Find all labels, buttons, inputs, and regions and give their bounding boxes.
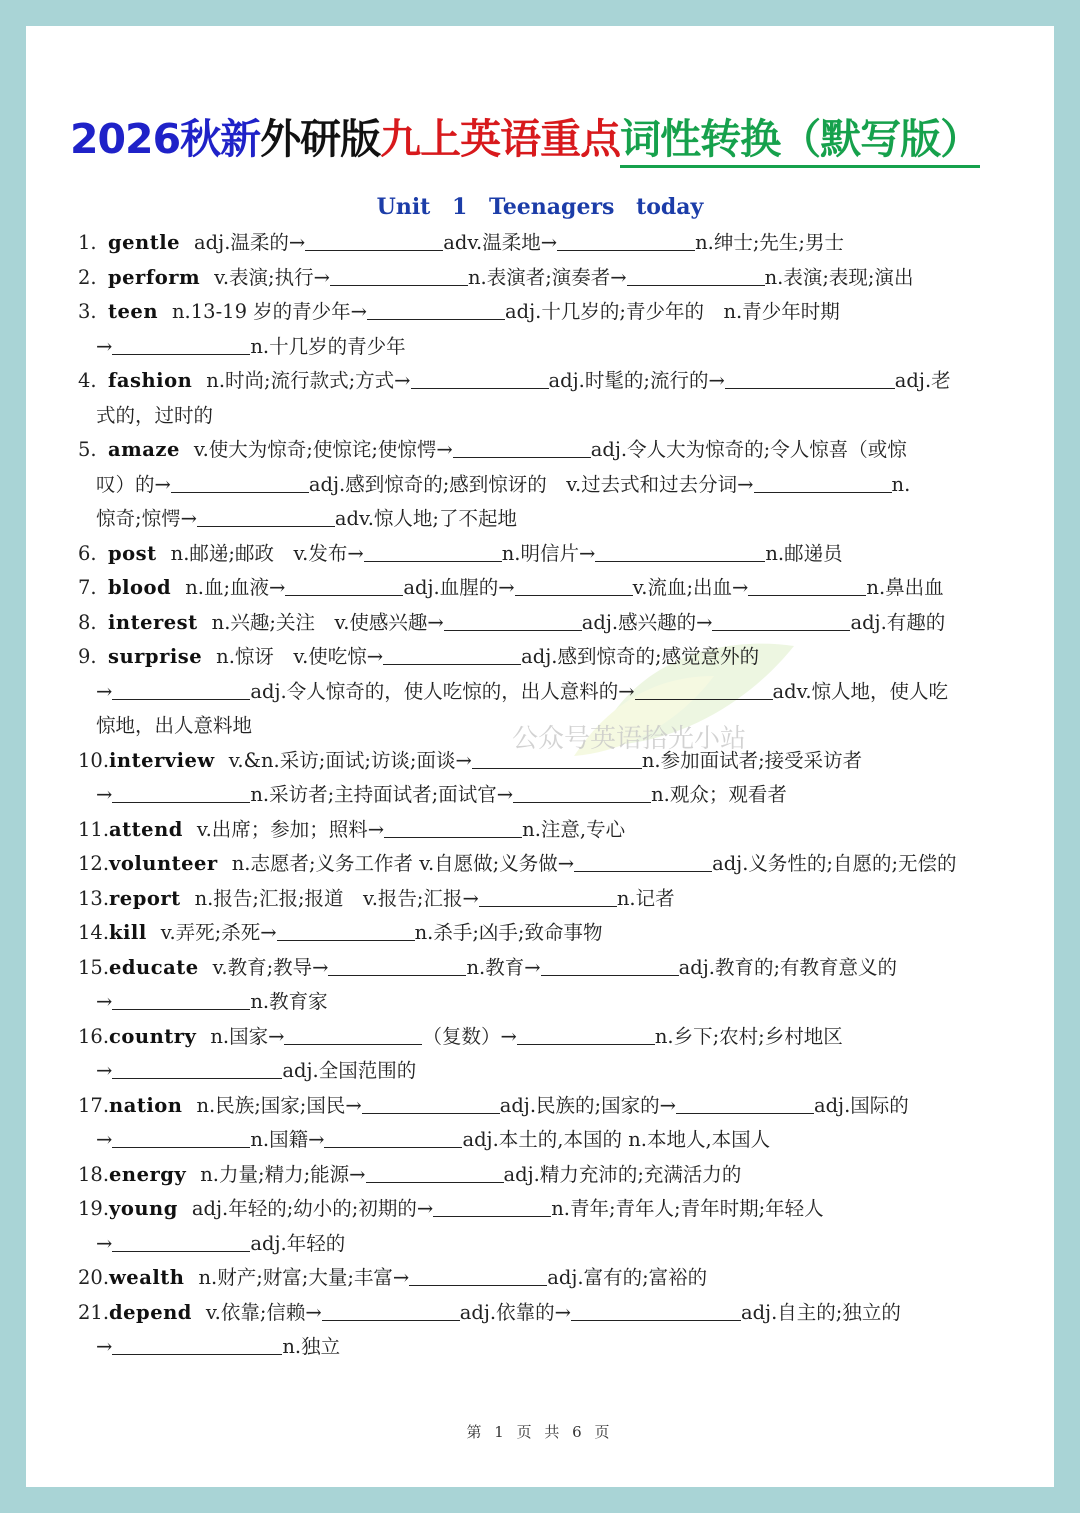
item-number: 8.	[78, 610, 97, 634]
item-text: →	[96, 783, 113, 806]
item-text: adj.感兴趣的→	[581, 610, 713, 634]
exercise-item	[78, 916, 1038, 951]
item-number: 1.	[78, 231, 97, 254]
answer-blank[interactable]	[197, 506, 335, 527]
item-text: n.邮递;邮政 v.发布→	[170, 541, 364, 565]
item-text: →	[96, 1128, 113, 1151]
answer-blank[interactable]	[541, 955, 679, 976]
item-text: v.使大为惊奇;使惊诧;使惊愕→	[193, 438, 453, 461]
item-text: adj.本土的,本国的 n.本地人,本国人	[462, 1128, 771, 1151]
exercise-item	[78, 606, 1038, 641]
item-text: n.记者	[616, 886, 675, 910]
exercise-item	[78, 1158, 1038, 1193]
answer-blank[interactable]	[513, 782, 651, 803]
answer-blank[interactable]	[409, 1265, 547, 1286]
item-text: n.报告;汇报;报道 v.报告;汇报→	[194, 886, 479, 910]
item-text: →	[96, 334, 113, 358]
item-text: →	[96, 990, 113, 1013]
item-word: post	[108, 541, 157, 565]
answer-blank[interactable]	[112, 1231, 250, 1252]
answer-blank[interactable]	[754, 472, 892, 493]
item-text: adj.血腥的→	[403, 576, 515, 599]
item-text: n.表演;表现;演出	[764, 265, 914, 289]
item-text: n.国籍→	[250, 1128, 325, 1151]
exercise-item-continuation	[78, 778, 1038, 813]
item-text: adj.温柔的→	[194, 231, 306, 254]
answer-blank[interactable]	[112, 1127, 250, 1148]
item-word: educate	[109, 955, 199, 979]
item-word: surprise	[108, 645, 203, 668]
item-text: n.力量;精力;能源→	[200, 1162, 366, 1186]
answer-blank[interactable]	[305, 230, 443, 251]
answer-blank[interactable]	[444, 610, 582, 631]
item-number: 15.	[78, 955, 110, 979]
item-text: 惊地，出人意料地	[96, 714, 253, 737]
item-number: 14.	[78, 921, 110, 944]
exercise-item	[78, 1192, 1038, 1227]
exercise-item-continuation	[78, 985, 1038, 1020]
item-text: n.时尚;流行款式;方式→	[206, 369, 411, 392]
answer-blank[interactable]	[557, 230, 695, 251]
exercise-item	[78, 1296, 1038, 1331]
item-number: 7.	[78, 576, 97, 599]
item-number: 2.	[78, 265, 97, 289]
item-text: adj.十几岁的;青少年的 n.青少年时期	[505, 300, 840, 323]
item-word: volunteer	[109, 852, 218, 875]
item-word: kill	[109, 921, 147, 944]
item-text: adj.令人大为惊奇的;令人惊喜（或惊	[590, 438, 907, 461]
item-word: fashion	[108, 369, 193, 392]
item-text: n.国家→	[210, 1024, 285, 1048]
item-text: adj.令人惊奇的，使人吃惊的，出人意料的→	[250, 679, 635, 703]
answer-blank[interactable]	[517, 1024, 655, 1045]
item-text: n.观众；观看者	[651, 783, 787, 806]
answer-blank[interactable]	[453, 437, 591, 458]
item-text: n.十几岁的青少年	[250, 334, 406, 358]
item-number: 17.	[78, 1093, 110, 1117]
item-number: 18.	[78, 1162, 110, 1186]
item-text: n.民族;国家;国民→	[196, 1093, 362, 1117]
answer-blank[interactable]	[472, 748, 642, 769]
exercise-item	[78, 813, 1038, 848]
item-word: depend	[109, 1300, 192, 1324]
item-text: 叹）的→	[96, 472, 171, 496]
answer-blank[interactable]	[479, 886, 617, 907]
item-text: v.依靠;信赖→	[205, 1300, 322, 1324]
item-text: adj.感到惊奇的;感到惊讶的 v.过去式和过去分词→	[308, 472, 754, 496]
answer-blank[interactable]	[324, 1127, 462, 1148]
answer-blank[interactable]	[112, 1058, 282, 1079]
item-text: adj.依靠的→	[459, 1300, 571, 1324]
item-word: young	[109, 1197, 178, 1220]
item-word: energy	[109, 1162, 187, 1186]
item-text: n.采访者;主持面试者;面试官→	[250, 783, 514, 806]
exercise-item	[78, 364, 1038, 399]
item-text: n.杀手;凶手;致命事物	[414, 921, 603, 944]
exercise-list	[78, 226, 1038, 1365]
item-text: n.财产;财富;大量;丰富→	[198, 1266, 410, 1289]
answer-blank[interactable]	[112, 334, 250, 355]
answer-blank[interactable]	[112, 679, 250, 700]
item-text: n.表演者;演奏者→	[467, 265, 627, 289]
item-text: →	[96, 679, 113, 703]
item-text: （复数）→	[422, 1024, 517, 1048]
item-number: 3.	[78, 300, 97, 323]
item-text: adj.国际的	[813, 1093, 909, 1117]
exercise-item-continuation	[78, 1123, 1038, 1158]
exercise-item	[78, 882, 1038, 917]
item-number: 10.	[78, 748, 110, 772]
item-text: n.乡下;农村;乡村地区	[654, 1024, 843, 1048]
answer-blank[interactable]	[411, 368, 549, 389]
item-text: 惊奇;惊愕→	[96, 507, 197, 530]
answer-blank[interactable]	[367, 299, 505, 320]
item-text: n.鼻出血	[866, 576, 944, 599]
item-text: adj.教育的;有教育意义的	[678, 955, 898, 979]
exercise-item	[78, 1089, 1038, 1124]
answer-blank[interactable]	[285, 575, 403, 596]
exercise-item	[78, 571, 1038, 606]
answer-blank[interactable]	[676, 1093, 814, 1114]
item-word: interview	[109, 748, 215, 772]
item-number: 13.	[78, 886, 110, 910]
item-text: v.教育;教导→	[212, 955, 329, 979]
watermark-text: 公众号英语拾光小站	[512, 724, 747, 754]
item-text: adj.老	[894, 369, 951, 392]
unit-heading: Unit 1 Teenagers today	[376, 194, 704, 220]
exercise-item-continuation	[78, 502, 1038, 537]
exercise-item-continuation	[78, 1227, 1038, 1262]
exercise-item	[78, 226, 1038, 261]
item-text: n.注意,专心	[522, 817, 626, 841]
item-text: n.明信片→	[501, 541, 596, 565]
title-part-1: 2026秋新	[70, 115, 261, 163]
answer-blank[interactable]	[574, 851, 712, 872]
exercise-item-continuation	[78, 675, 1038, 710]
exercise-item	[78, 1020, 1038, 1055]
title-part-2: 外研版	[260, 115, 381, 163]
exercise-item	[78, 1261, 1038, 1296]
item-word: wealth	[109, 1266, 185, 1289]
title-part-3: 九上英语重点	[380, 115, 621, 163]
exercise-item	[78, 537, 1038, 572]
answer-blank[interactable]	[595, 541, 765, 562]
item-text: adj.年轻的;幼小的;初期的→	[191, 1197, 434, 1220]
item-text: n.绅士;先生;男士	[695, 231, 845, 254]
item-number: 12.	[78, 852, 110, 875]
exercise-item-continuation	[78, 1054, 1038, 1089]
item-text: n.独立	[282, 1335, 341, 1358]
item-number: 11.	[78, 817, 110, 841]
item-number: 9.	[78, 645, 97, 668]
answer-blank[interactable]	[627, 265, 765, 286]
answer-blank[interactable]	[112, 989, 250, 1010]
item-number: 6.	[78, 541, 97, 565]
exercise-item-continuation	[78, 330, 1038, 365]
answer-blank[interactable]	[330, 265, 468, 286]
item-number: 5.	[78, 438, 97, 461]
answer-blank[interactable]	[433, 1196, 551, 1217]
exercise-item	[78, 433, 1038, 468]
answer-blank[interactable]	[366, 1162, 504, 1183]
item-text: n.血;血液→	[185, 576, 286, 599]
exercise-item	[78, 847, 1038, 882]
answer-blank[interactable]	[171, 472, 309, 493]
answer-blank[interactable]	[384, 817, 522, 838]
item-text: n.青年;青年人;青年时期;年轻人	[551, 1197, 824, 1220]
item-word: blood	[108, 576, 172, 599]
answer-blank[interactable]	[571, 1300, 741, 1321]
item-number: 16.	[78, 1024, 110, 1048]
item-text: v.&n.采访;面试;访谈;面谈→	[228, 748, 472, 772]
answer-blank[interactable]	[362, 1093, 500, 1114]
item-text: n.惊讶 v.使吃惊→	[216, 645, 384, 668]
answer-blank[interactable]	[712, 610, 850, 631]
exercise-item-continuation	[78, 709, 1038, 744]
exercise-item-continuation	[78, 1330, 1038, 1365]
item-text: adj.感到惊奇的;感觉意外的	[521, 645, 760, 668]
item-text: adv.温柔地→	[443, 231, 558, 254]
item-text: v.表演;执行→	[214, 265, 330, 289]
exercise-item	[78, 744, 1038, 779]
item-text: n.教育→	[466, 955, 541, 979]
item-text: adj.全国范围的	[282, 1059, 417, 1082]
item-number: 19.	[78, 1197, 110, 1220]
item-text: n.志愿者;义务工作者 v.自愿做;义务做→	[231, 852, 575, 875]
item-word: gentle	[108, 231, 181, 254]
item-text: →	[96, 1335, 113, 1358]
exercise-item-continuation	[78, 468, 1038, 503]
item-text: n.邮递员	[765, 541, 843, 565]
item-text: n.兴趣;关注 v.使感兴趣→	[211, 610, 444, 634]
item-text: n.教育家	[250, 990, 328, 1013]
exercise-item	[78, 640, 1038, 675]
item-text: →	[96, 1059, 113, 1082]
item-word: perform	[108, 265, 201, 289]
item-word: amaze	[108, 438, 180, 461]
item-word: nation	[109, 1093, 183, 1117]
item-text: adv.惊人地，使人吃	[772, 679, 949, 703]
answer-blank[interactable]	[328, 955, 466, 976]
page-footer: 第 1 页 共 6 页	[466, 1423, 614, 1441]
item-text: adj.义务性的;自愿的;无偿的	[712, 852, 957, 875]
item-word: country	[109, 1024, 197, 1048]
exercise-item	[78, 261, 1038, 296]
item-text: adv.惊人地;了不起地	[334, 507, 518, 530]
answer-blank[interactable]	[515, 575, 633, 596]
item-text: adj.有趣的	[850, 610, 946, 634]
exercise-item-continuation	[78, 399, 1038, 434]
item-text: adj.年轻的	[250, 1231, 346, 1255]
title-part-4: 词性转换（默写版）	[620, 115, 980, 168]
item-word: interest	[108, 610, 198, 634]
page-title	[70, 114, 1050, 164]
answer-blank[interactable]	[112, 1334, 282, 1355]
answer-blank[interactable]	[383, 644, 521, 665]
answer-blank[interactable]	[725, 368, 895, 389]
exercise-item	[78, 295, 1038, 330]
item-text: v.流血;出血→	[632, 576, 749, 599]
item-word: attend	[109, 817, 183, 841]
item-text: v.弄死;杀死→	[160, 921, 277, 944]
item-word: report	[109, 886, 181, 910]
item-text: n.参加面试者;接受采访者	[641, 748, 863, 772]
answer-blank[interactable]	[364, 541, 502, 562]
item-text: adj.民族的;国家的→	[499, 1093, 676, 1117]
answer-blank[interactable]	[635, 679, 773, 700]
answer-blank[interactable]	[284, 1024, 422, 1045]
exercise-item	[78, 951, 1038, 986]
item-text: adj.自主的;独立的	[740, 1300, 901, 1324]
item-number: 20.	[78, 1266, 110, 1289]
worksheet-page	[26, 26, 1054, 1487]
item-word: teen	[108, 300, 158, 323]
item-text: →	[96, 1231, 113, 1255]
item-number: 21.	[78, 1300, 110, 1324]
item-number: 4.	[78, 369, 97, 392]
answer-blank[interactable]	[748, 575, 866, 596]
item-text: v.出席；参加；照料→	[196, 817, 385, 841]
item-text: adj.富有的;富裕的	[547, 1266, 708, 1289]
item-text: 式的，过时的	[96, 403, 214, 427]
answer-blank[interactable]	[277, 920, 415, 941]
answer-blank[interactable]	[112, 782, 250, 803]
answer-blank[interactable]	[322, 1300, 460, 1321]
item-text: n.	[891, 472, 911, 496]
item-text: adj.时髦的;流行的→	[548, 369, 725, 392]
item-text: n.13-19 岁的青少年→	[172, 300, 368, 323]
item-text: adj.精力充沛的;充满活力的	[503, 1162, 742, 1186]
